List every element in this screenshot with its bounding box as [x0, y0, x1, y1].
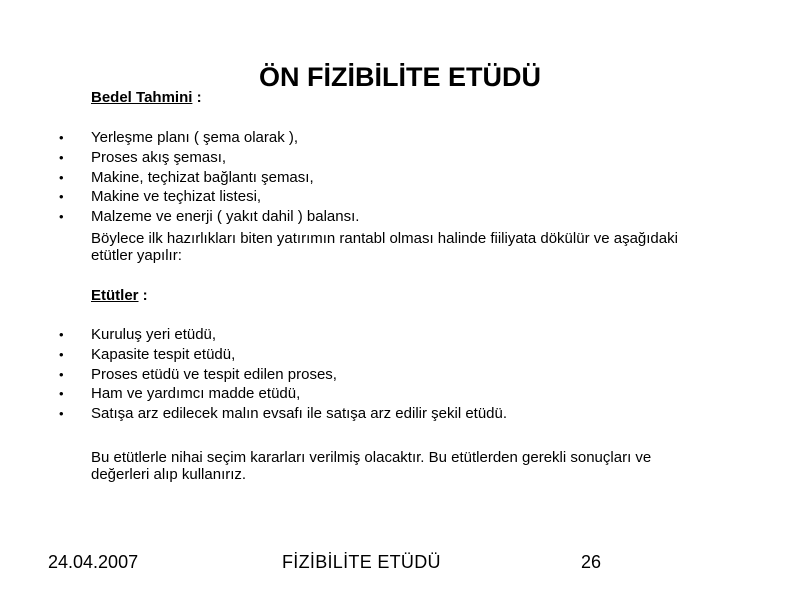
list-item	[0, 207, 359, 227]
list-item-text: Yerleşme planı ( şema olarak ),	[91, 129, 299, 146]
bullet-icon: •	[59, 189, 64, 205]
section-heading-label: Bedel Tahmini	[91, 89, 193, 106]
section-heading-etutler	[91, 287, 148, 304]
list-item-text: Makine ve teçhizat listesi,	[91, 188, 262, 206]
list-item-text: Proses akış şeması,	[91, 148, 227, 166]
etutler-list	[0, 325, 507, 424]
list-item-text: Kuruluş yeri etüdü,	[91, 326, 217, 343]
bedel-tahmini-list	[0, 128, 359, 227]
section-heading-suffix: :	[138, 287, 148, 304]
bullet-icon: •	[59, 130, 64, 145]
bullet-icon: •	[59, 327, 64, 342]
list-item	[0, 404, 507, 424]
list-item	[0, 384, 507, 404]
section-heading-label: Etütler	[91, 287, 139, 304]
list-item-text: Makine, teçhizat bağlantı şeması,	[91, 168, 314, 186]
list-item	[0, 128, 359, 148]
section1-paragraph: Böylece ilk hazırlıkları biten yatırımın rantabl olması halinde fiiliyata dökülür ve aşağıdaki etütler yapılır:	[91, 230, 678, 264]
bullet-icon: •	[59, 209, 64, 225]
bullet-icon: •	[59, 406, 64, 422]
slide-title: ÖN FİZİBİLİTE ETÜDÜ	[259, 62, 541, 92]
list-item	[0, 365, 507, 385]
bullet-icon: •	[59, 149, 64, 165]
bullet-icon: •	[59, 386, 64, 402]
bullet-icon: •	[59, 169, 64, 185]
section-heading-bedel-tahmini	[91, 89, 202, 106]
footer-title: FİZİBİLİTE ETÜDÜ	[282, 552, 441, 572]
list-item-text: Proses etüdü ve tespit edilen proses,	[91, 365, 337, 383]
list-item-text: Satışa arz edilecek malın evsafı ile satışa arz edilir şekil etüdü.	[91, 405, 508, 423]
list-item	[0, 168, 359, 188]
list-item-text: Ham ve yardımcı madde etüdü,	[91, 385, 301, 403]
list-item-text: Kapasite tespit etüdü,	[91, 345, 236, 363]
list-item	[0, 345, 507, 365]
list-item	[0, 187, 359, 207]
section2-paragraph: Bu etütlerle nihai seçim kararları verilmiş olacaktır. Bu etütlerden gerekli sonuçları ve değerleri alıp kullanırız.	[91, 449, 652, 483]
footer-date: 24.04.2007	[48, 552, 139, 572]
page-number: 26	[581, 552, 602, 572]
list-item	[0, 325, 507, 345]
bullet-icon: •	[59, 346, 64, 362]
list-item-text: Malzeme ve enerji ( yakıt dahil ) balansı.	[91, 208, 360, 226]
section-heading-suffix: :	[192, 89, 202, 106]
list-item	[0, 148, 359, 168]
bullet-icon: •	[59, 366, 64, 382]
